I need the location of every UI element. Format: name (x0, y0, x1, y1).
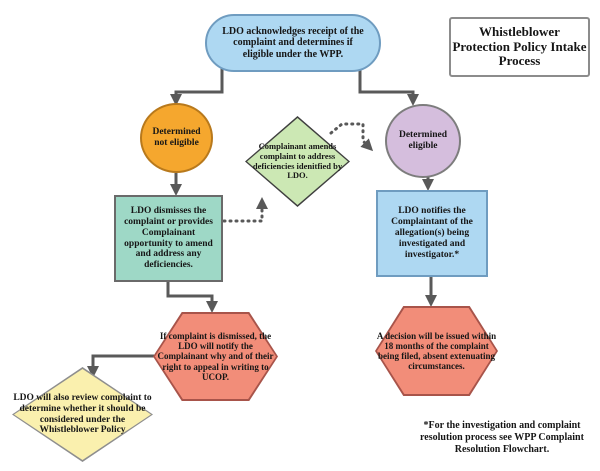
node-ldo-notifies (376, 190, 488, 277)
node-start (205, 14, 381, 72)
footnote: *For the investigation and complaint resolution process see WPP Complaint Resolution Flowchart. (420, 420, 584, 455)
node-determined-not-eligible (140, 103, 213, 173)
node-complainant-amends-label: Complainant amends complaint to address deficiencies idenitfied by LDO. (252, 141, 343, 181)
chart-title: Whistleblower Protection Policy Intake Process (452, 23, 587, 69)
node-decision-timeline-label: A decision will be issued within 18 months of the complaint being filed, absent extenuating circumstances. (376, 330, 497, 372)
node-determined-eligible (385, 104, 461, 178)
node-ldo-dismisses-label: LDO dismisses the complaint or provides Complainant opportunity to amend and address any deficiencies. (124, 206, 213, 271)
node-determined-not-eligible-label: Determined not eligible (152, 127, 201, 148)
node-ldo-dismisses (114, 195, 223, 282)
node-start-label: LDO acknowledges receipt of the complaint and determines if eligible under the WPP. (222, 25, 364, 60)
node-determined-eligible-label: Determined eligible (398, 130, 447, 151)
node-whistleblower-policy-review-label: LDO will also review complaint to determine whether it should be considered under the Whistleblower Policy (13, 392, 152, 436)
node-appeal-rights (153, 312, 278, 401)
node-complainant-amends (245, 116, 350, 207)
node-decision-timeline (375, 306, 498, 396)
connector-start-to-not-eligible (176, 67, 222, 96)
chart-title-box (449, 17, 590, 77)
connector-start-to-eligible (360, 67, 413, 96)
connector-dismiss-to-appeal (168, 282, 212, 303)
node-whistleblower-policy-review (12, 367, 153, 462)
connector-dismiss-to-amend-dotted (224, 207, 262, 221)
node-ldo-notifies-label: LDO notifies the Complaintant of the allegation(s) being investigated and investigator.* (391, 206, 473, 260)
node-appeal-rights-label: If complaint is dismissed, the LDO will notify the Complainant why and of their right to appeal in writing to UCOP. (157, 330, 274, 382)
